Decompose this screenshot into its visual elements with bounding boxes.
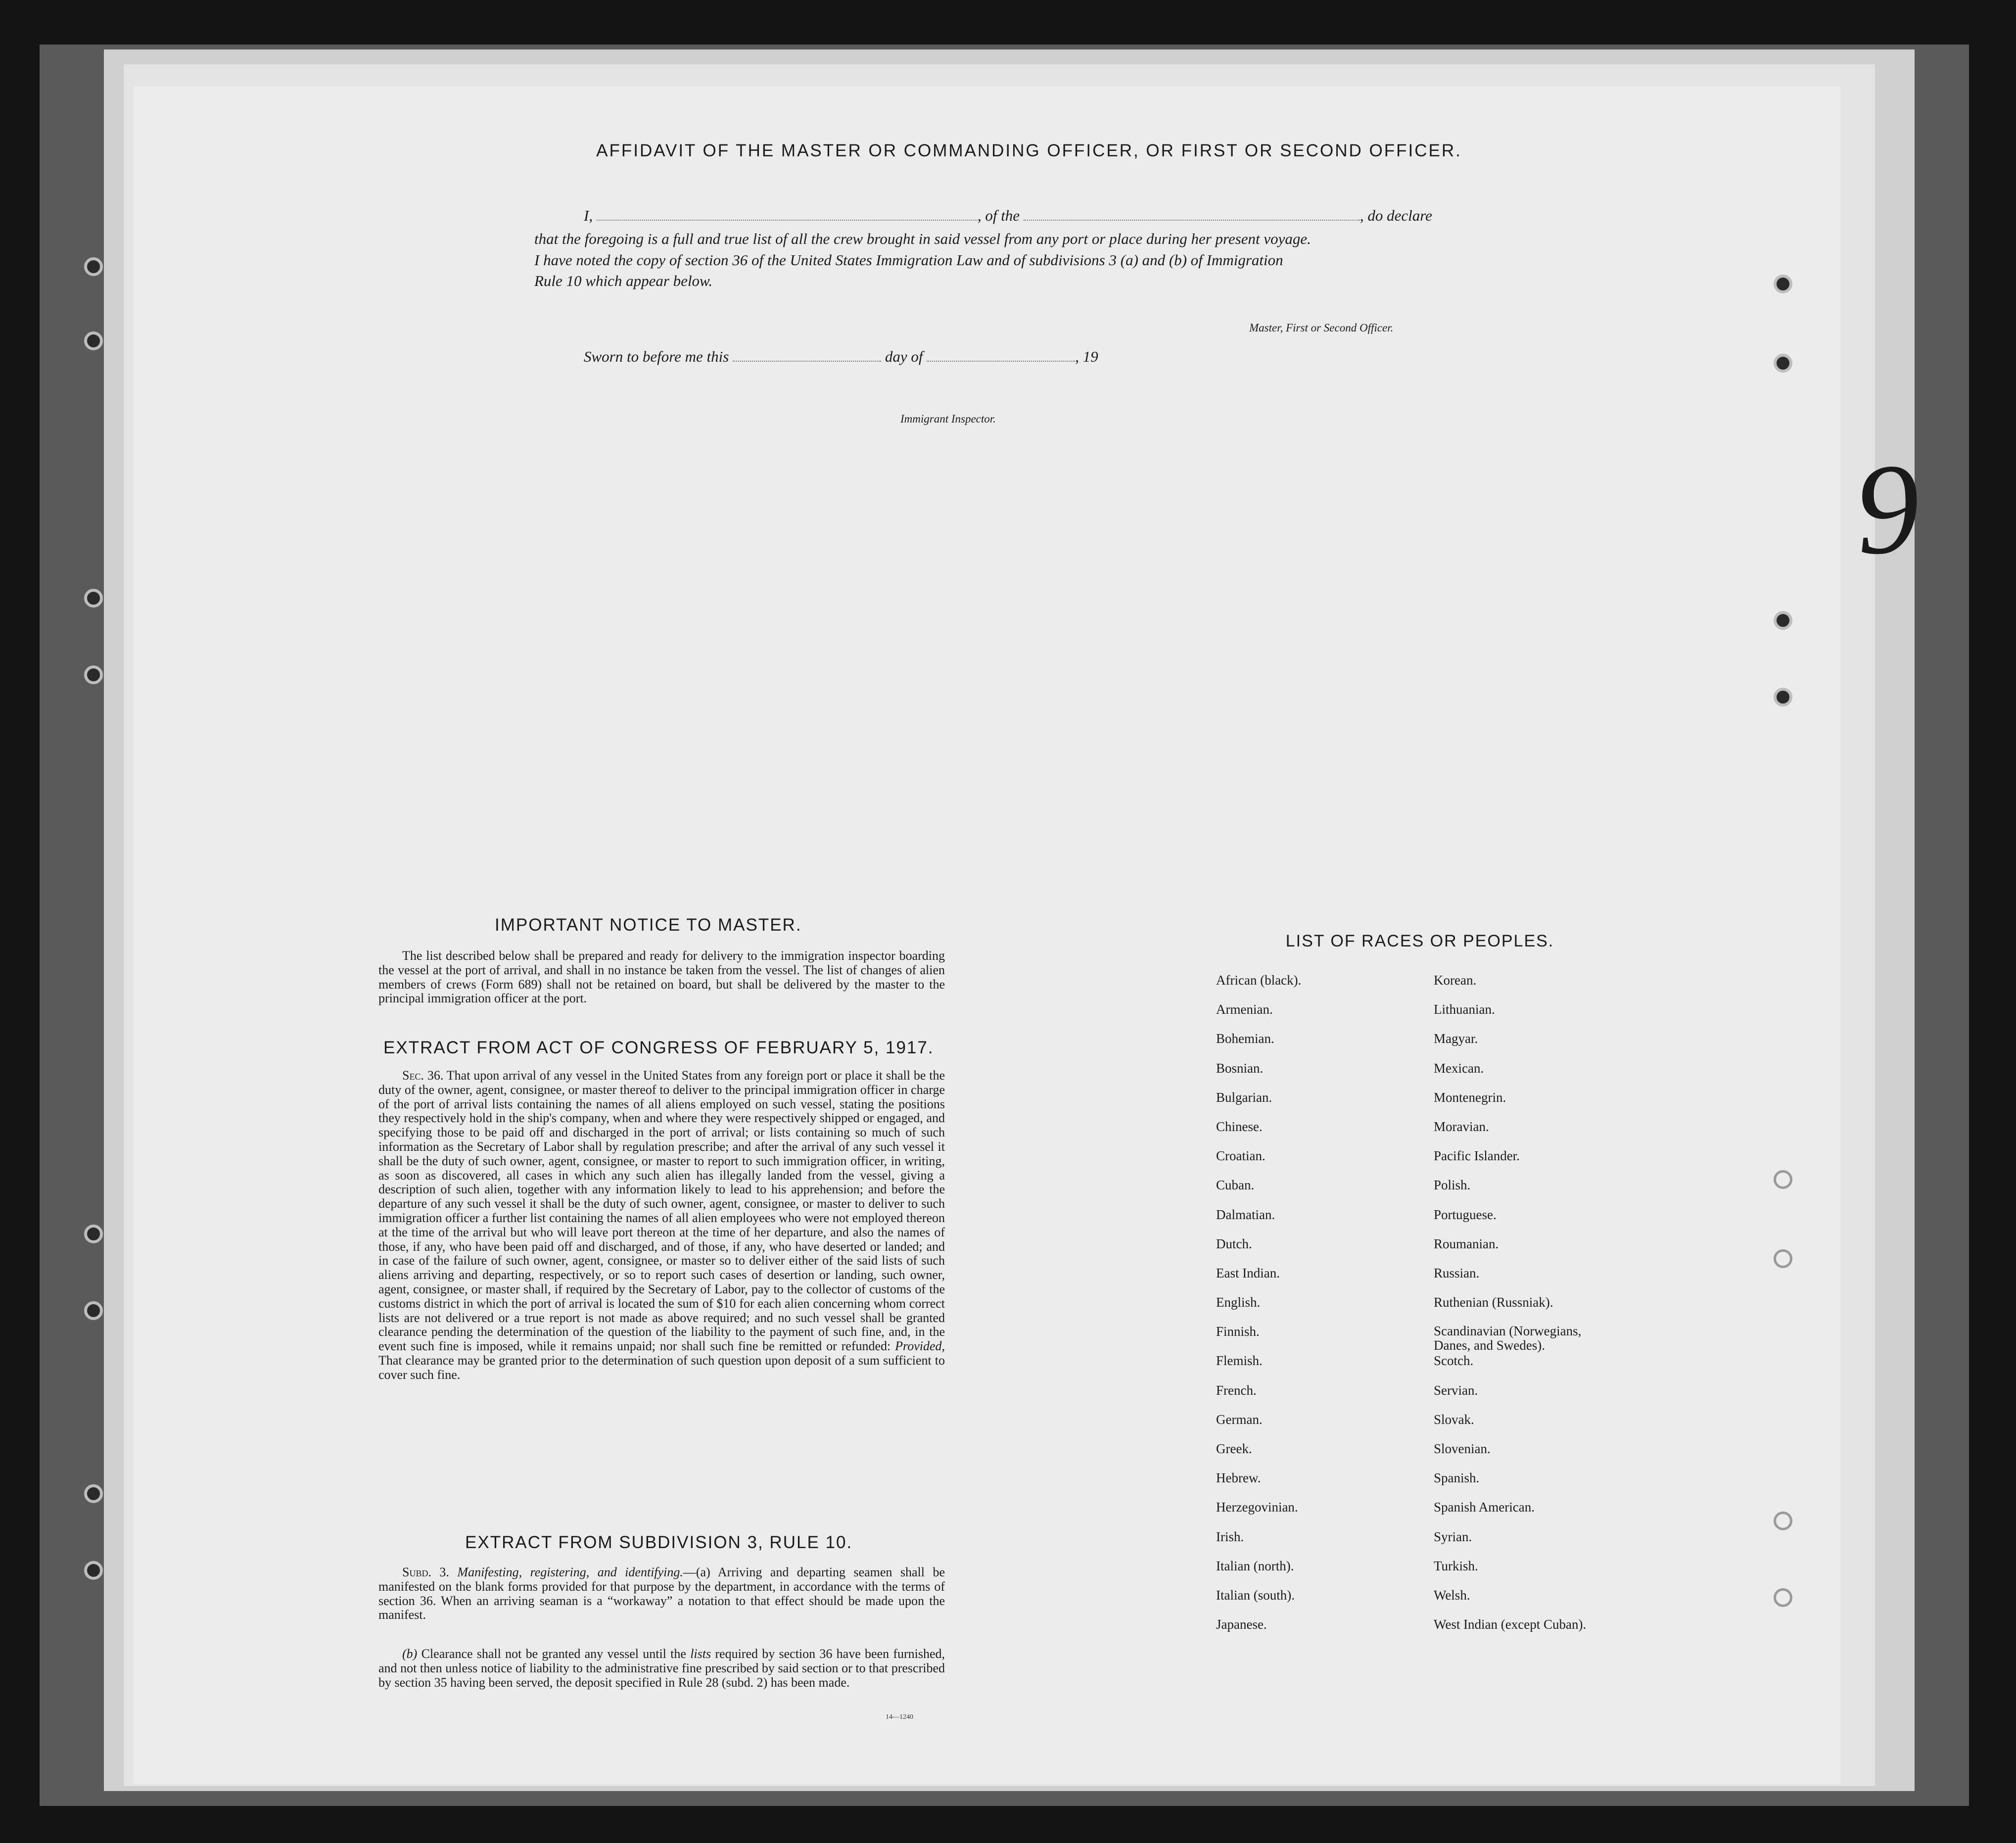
affidavit-declaration-line <box>584 207 1524 225</box>
extract-rule-para-a: Subd. 3. Manifesting, registering, and identifying.—(a) Arriving and departing seamen shall be manifested on the blank forms provided for that purpose by the department, in accordance with the terms of section 36. When an arriving seaman is a “workaway” a notation to that effect should be made upon the manifest. <box>378 1565 945 1622</box>
race-item: Mexican. <box>1434 1060 1484 1076</box>
race-item: Portuguese. <box>1434 1207 1497 1222</box>
year-prefix: , 19 <box>1075 348 1098 365</box>
notice-text: The list described below shall be prepared and ready for delivery to the immigration inspector boarding the vessel at the port of arrival, and shall in no instance be taken from the vessel. The list of changes of alien members of crews (Form 689) shall not be retained on board, but shall be delivered by the master to the principal immigration officer at the port. <box>378 948 945 1006</box>
race-item: Croatian. <box>1216 1148 1266 1164</box>
race-item: Finnish. <box>1216 1324 1260 1339</box>
do-declare-text: , do declare <box>1360 207 1432 224</box>
race-item: Servian. <box>1434 1382 1478 1398</box>
binder-hole <box>84 589 103 608</box>
race-item: Flemish. <box>1216 1353 1263 1369</box>
races-title: LIST OF RACES OR PEOPLES. <box>1285 932 1554 950</box>
extract-rule-title: EXTRACT FROM SUBDIVISION 3, RULE 10. <box>465 1533 853 1552</box>
races-left-column <box>1216 973 1434 1646</box>
binder-hole <box>84 1301 103 1320</box>
race-item: Bosnian. <box>1216 1060 1264 1076</box>
sworn-line <box>584 348 1524 366</box>
name-blank <box>597 220 978 221</box>
binder-hole <box>1774 1170 1792 1189</box>
binder-hole <box>1774 1588 1792 1607</box>
race-item: Spanish American. <box>1434 1500 1535 1515</box>
form-number: 14—1240 <box>886 1713 913 1721</box>
binder-hole <box>84 665 103 684</box>
race-item: Moravian. <box>1434 1119 1489 1134</box>
affidavit-i: I, <box>584 207 593 224</box>
races-right-column <box>1434 973 1651 1646</box>
race-item: English. <box>1216 1295 1261 1310</box>
race-item: Russian. <box>1434 1265 1480 1280</box>
race-item: Hebrew. <box>1216 1470 1261 1486</box>
race-item: Korean. <box>1434 973 1477 988</box>
race-item: Italian (south). <box>1216 1587 1295 1603</box>
race-item: Lithuanian. <box>1434 1002 1495 1017</box>
race-item: Polish. <box>1434 1178 1471 1193</box>
race-item: African (black). <box>1216 973 1302 988</box>
race-item: Scandinavian (Norwegians, Danes, and Swedes). <box>1434 1323 1582 1353</box>
notice-title: IMPORTANT NOTICE TO MASTER. <box>495 915 802 935</box>
affidavit-line: Rule 10 which appear below. <box>534 272 713 289</box>
race-item: Magyar. <box>1434 1031 1478 1046</box>
race-item: Ruthenian (Russniak). <box>1434 1295 1553 1310</box>
of-the-text: , of the <box>977 207 1020 224</box>
day-of-text: day of <box>885 348 923 365</box>
handwritten-page-number: 9 <box>1850 435 1924 583</box>
race-item: Slovenian. <box>1434 1441 1491 1456</box>
vessel-blank <box>1024 220 1360 221</box>
master-signature-label: Master, First or Second Officer. <box>1249 322 1394 334</box>
race-item: Dalmatian. <box>1216 1207 1275 1222</box>
sworn-text: Sworn to before me this <box>584 348 729 365</box>
race-item: Roumanian. <box>1434 1236 1499 1251</box>
binder-hole <box>84 1225 103 1243</box>
inspector-label: Immigrant Inspector. <box>900 413 996 425</box>
sec-label: Sec. 36. <box>402 1068 444 1083</box>
race-item: Armenian. <box>1216 1002 1273 1017</box>
binder-hole <box>84 1561 103 1580</box>
affidavit-line: I have noted the copy of section 36 of the United States Immigration Law and of subdivisions 3 (a) and (b) of Immigration <box>534 251 1283 269</box>
race-item: West Indian (except Cuban). <box>1434 1617 1587 1632</box>
binder-hole <box>1774 354 1792 373</box>
race-item: Welsh. <box>1434 1587 1470 1603</box>
race-item: East Indian. <box>1216 1265 1280 1280</box>
race-item: French. <box>1216 1382 1257 1398</box>
race-item: Syrian. <box>1434 1529 1472 1544</box>
binder-hole <box>84 331 103 350</box>
binder-hole <box>1774 1249 1792 1268</box>
binder-hole <box>84 1484 103 1503</box>
race-item: Scotch. <box>1434 1353 1474 1369</box>
race-item: Dutch. <box>1216 1236 1252 1251</box>
race-item: Spanish. <box>1434 1470 1480 1486</box>
race-item: Pacific Islander. <box>1434 1148 1520 1164</box>
binder-hole <box>84 257 103 276</box>
race-item: Cuban. <box>1216 1178 1255 1193</box>
race-item: Bohemian. <box>1216 1031 1274 1046</box>
extract-act-text: Sec. 36. That upon arrival of any vessel in the United States from any foreign port or place it shall be the duty of the owner, agent, consignee, or master thereof to deliver to the principal immigration officer in charge of the port of arrival lists containing the names of all aliens employed on such vessel, stating the positions they respectively hold in the ship's company, when and where they were respectively shipped or engaged, and specifying those to be paid off and discharged in the port of arrival; or lists containing so much of such information as the Secretary of Labor shall by regulation prescribe; and after the arrival of any such vessel it shall be the duty of such owner, agent, consignee, or master to report to such immigration officer, in writing, as soon as discovered, all cases in which any such alien has illegally landed from the vessel, giving a description of such alien, together with any information likely to lead to his apprehension; and before the departure of any such vessel it shall be the duty of such owner, agent, consignee, or master to deliver to such immigration officer a further list containing the names of all alien employees who were not employed thereon at the time of the arrival but who will leave port thereon at the time of her departure, and also the names of those, if any, who have been paid off and discharged, and of those, if any, who have deserted or landed; and in case of the failure of such owner, agent, consignee, or master so to deliver either of the said lists of such aliens arriving and departing, respectively, or so to report such cases of desertion or landing, such owner, agent, consignee, or master shall, if required by the Secretary of Labor, pay to the collector of customs of the customs district in which the port of arrival is located the sum of $10 for each alien concerning whom correct lists are not delivered or a true report is not made as above required; and no such vessel shall be granted clearance pending the determination of the question of the liability to the payment of such fine, and, in the event such fine is imposed, while it remains unpaid; nor shall such fine be remitted or refunded: Provided, That clearance may be granted prior to the determination of such question upon deposit of a sum sufficient to cover such fine. <box>378 1068 945 1382</box>
month-blank <box>927 361 1075 362</box>
binder-hole <box>1774 1512 1792 1530</box>
affidavit-line: that the foregoing is a full and true list of all the crew brought in said vessel from any port or place during her present voyage. <box>534 230 1311 247</box>
binder-hole <box>1774 688 1792 707</box>
race-item: German. <box>1216 1412 1263 1427</box>
race-item: Japanese. <box>1216 1617 1267 1632</box>
race-item: Greek. <box>1216 1441 1252 1456</box>
race-item: Italian (north). <box>1216 1558 1294 1573</box>
race-item: Slovak. <box>1434 1412 1474 1427</box>
race-item: Bulgarian. <box>1216 1089 1272 1105</box>
extract-rule-para-b: (b) Clearance shall not be granted any vessel until the lists required by section 36 have been furnished, and not then unless notice of liability to the administrative fine prescribed by said section or to that prescribed by section 35 having been served, the deposit specified in Rule 28 (subd. 2) has been made. <box>378 1647 945 1690</box>
race-item: Irish. <box>1216 1529 1244 1544</box>
race-item: Turkish. <box>1434 1558 1478 1573</box>
binder-hole <box>1774 275 1792 293</box>
race-item: Montenegrin. <box>1434 1089 1506 1105</box>
race-item: Herzegovinian. <box>1216 1500 1298 1515</box>
extract-act-title: EXTRACT FROM ACT OF CONGRESS OF FEBRUARY 5, 1917. <box>383 1038 934 1057</box>
affidavit-title: AFFIDAVIT OF THE MASTER OR COMMANDING OFFICER, OR FIRST OR SECOND OFFICER. <box>596 141 1462 160</box>
binder-hole <box>1774 611 1792 630</box>
day-blank <box>733 361 881 362</box>
race-item: Chinese. <box>1216 1119 1263 1134</box>
